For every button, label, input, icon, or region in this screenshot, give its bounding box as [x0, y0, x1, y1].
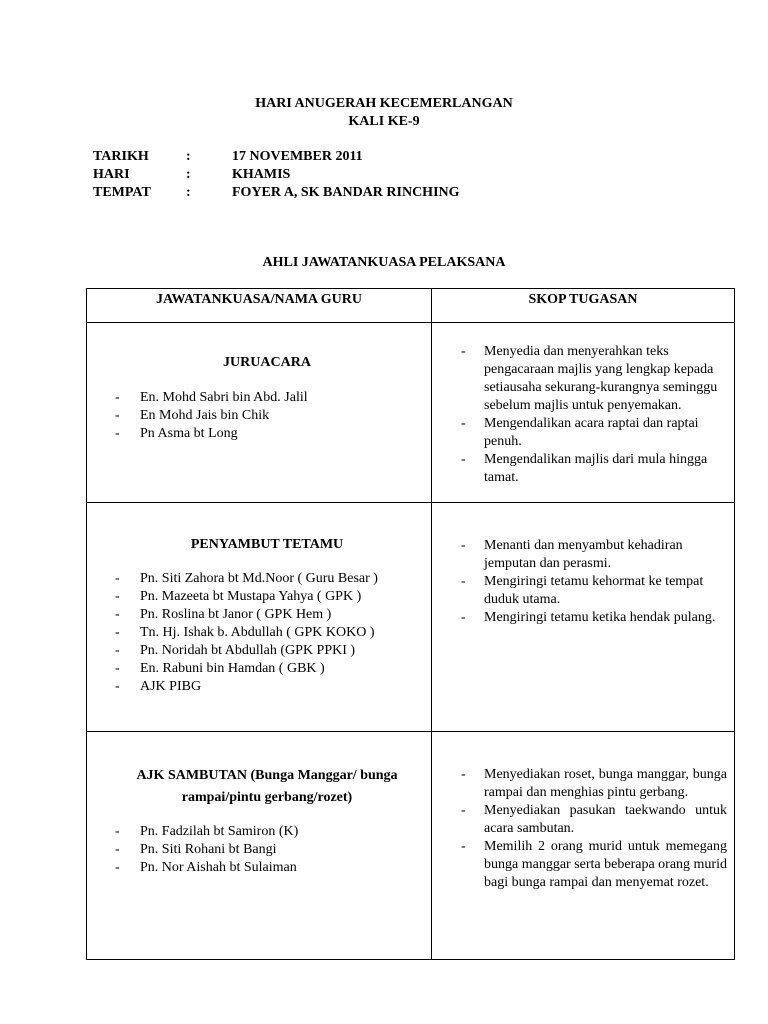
committee-cell [87, 503, 432, 732]
member-item: - En Mohd Jais bin Chik [115, 407, 419, 425]
member-item: - Pn. Siti Zahora bt Md.Noor ( Guru Besar ) [115, 570, 419, 588]
document-subtitle: KALI KE-9 [348, 114, 420, 129]
member-item: - Pn. Roslina bt Janor ( GPK Hem ) [115, 606, 419, 624]
committee-name: JURUACARA [223, 355, 311, 370]
section-title: AHLI JAWATANKUASA PELAKSANA [262, 255, 506, 270]
member-item: - Pn. Noridah bt Abdullah (GPK PPKI ) [115, 642, 419, 660]
committee-name: AJK SAMBUTAN (Bunga Manggar/ bunga rampai/pintu gerbang/rozet) [136, 768, 398, 805]
member-item: - Pn. Mazeeta bt Mustapa Yahya ( GPK ) [115, 588, 419, 606]
table-row [87, 323, 735, 503]
duties-cell [432, 503, 735, 732]
duty-item: - Mengiringi tetamu ketika hendak pulang. [461, 609, 727, 627]
column-header-duties [432, 289, 735, 323]
info-value: FOYER A, SK BANDAR RINCHING [232, 185, 460, 200]
info-value: 17 NOVEMBER 2011 [232, 149, 363, 164]
member-item: - AJK PIBG [115, 678, 419, 696]
info-label: HARI [93, 167, 130, 182]
info-separator: : [186, 185, 191, 200]
duty-item: - Mengendalikan majlis dari mula hingga tamat. [461, 451, 727, 487]
member-item: - En. Mohd Sabri bin Abd. Jalil [115, 389, 419, 407]
info-separator: : [186, 149, 191, 164]
duty-item: - Menanti dan menyambut kehadiran jemputan dan perasmi. [461, 537, 727, 573]
member-item: - Pn. Siti Rohani bt Bangi [115, 841, 419, 859]
duty-list [432, 503, 734, 627]
table-row [87, 732, 735, 960]
event-info [93, 148, 593, 202]
column-header-label: JAWATANKUASA/NAMA GURU [156, 292, 362, 307]
member-list [115, 389, 419, 443]
column-header-label: SKOP TUGASAN [528, 292, 638, 307]
member-item: - En. Rabuni bin Hamdan ( GBK ) [115, 660, 419, 678]
duty-item: - Menyediakan pasukan taekwando untuk acara sambutan. [461, 802, 727, 838]
duty-item: - Menyedia dan menyerahkan teks pengacaraan majlis yang lengkap kepada setiausaha sekurang-kurangnya seminggu sebelum majlis untuk penyemakan. [461, 343, 727, 415]
info-label: TEMPAT [93, 185, 151, 200]
committee-table [86, 288, 735, 960]
info-value: KHAMIS [232, 167, 291, 182]
duty-list [432, 732, 734, 892]
info-label: TARIKH [93, 149, 149, 164]
duty-list [432, 323, 734, 487]
info-row-venue [93, 184, 593, 202]
member-list [115, 570, 419, 696]
duties-cell [432, 732, 735, 960]
duty-item: - Memilih 2 orang murid untuk memegang bunga manggar serta beberapa orang murid bagi bunga rampai dan menyemat rozet. [461, 838, 727, 892]
table-header-row [87, 289, 735, 323]
member-item: - Pn. Nor Aishah bt Sulaiman [115, 859, 419, 877]
info-row-date [93, 148, 593, 166]
info-row-day [93, 166, 593, 184]
column-header-committee [87, 289, 432, 323]
info-separator: : [186, 167, 191, 182]
committee-name: PENYAMBUT TETAMU [190, 537, 344, 552]
committee-cell [87, 323, 432, 503]
document-title: HARI ANUGERAH KECEMERLANGAN [255, 96, 513, 111]
committee-cell [87, 732, 432, 960]
duty-item: - Mengendalikan acara raptai dan raptai penuh. [461, 415, 727, 451]
member-list [115, 823, 419, 877]
duty-item: - Menyediakan roset, bunga manggar, bunga rampai dan menghias pintu gerbang. [461, 766, 727, 802]
member-item: - Pn. Fadzilah bt Samiron (K) [115, 823, 419, 841]
duty-item: - Mengiringi tetamu kehormat ke tempat duduk utama. [461, 573, 727, 609]
duties-cell [432, 323, 735, 503]
table-row [87, 503, 735, 732]
member-item: - Pn Asma bt Long [115, 425, 419, 443]
member-item: - Tn. Hj. Ishak b. Abdullah ( GPK KOKO ) [115, 624, 419, 642]
